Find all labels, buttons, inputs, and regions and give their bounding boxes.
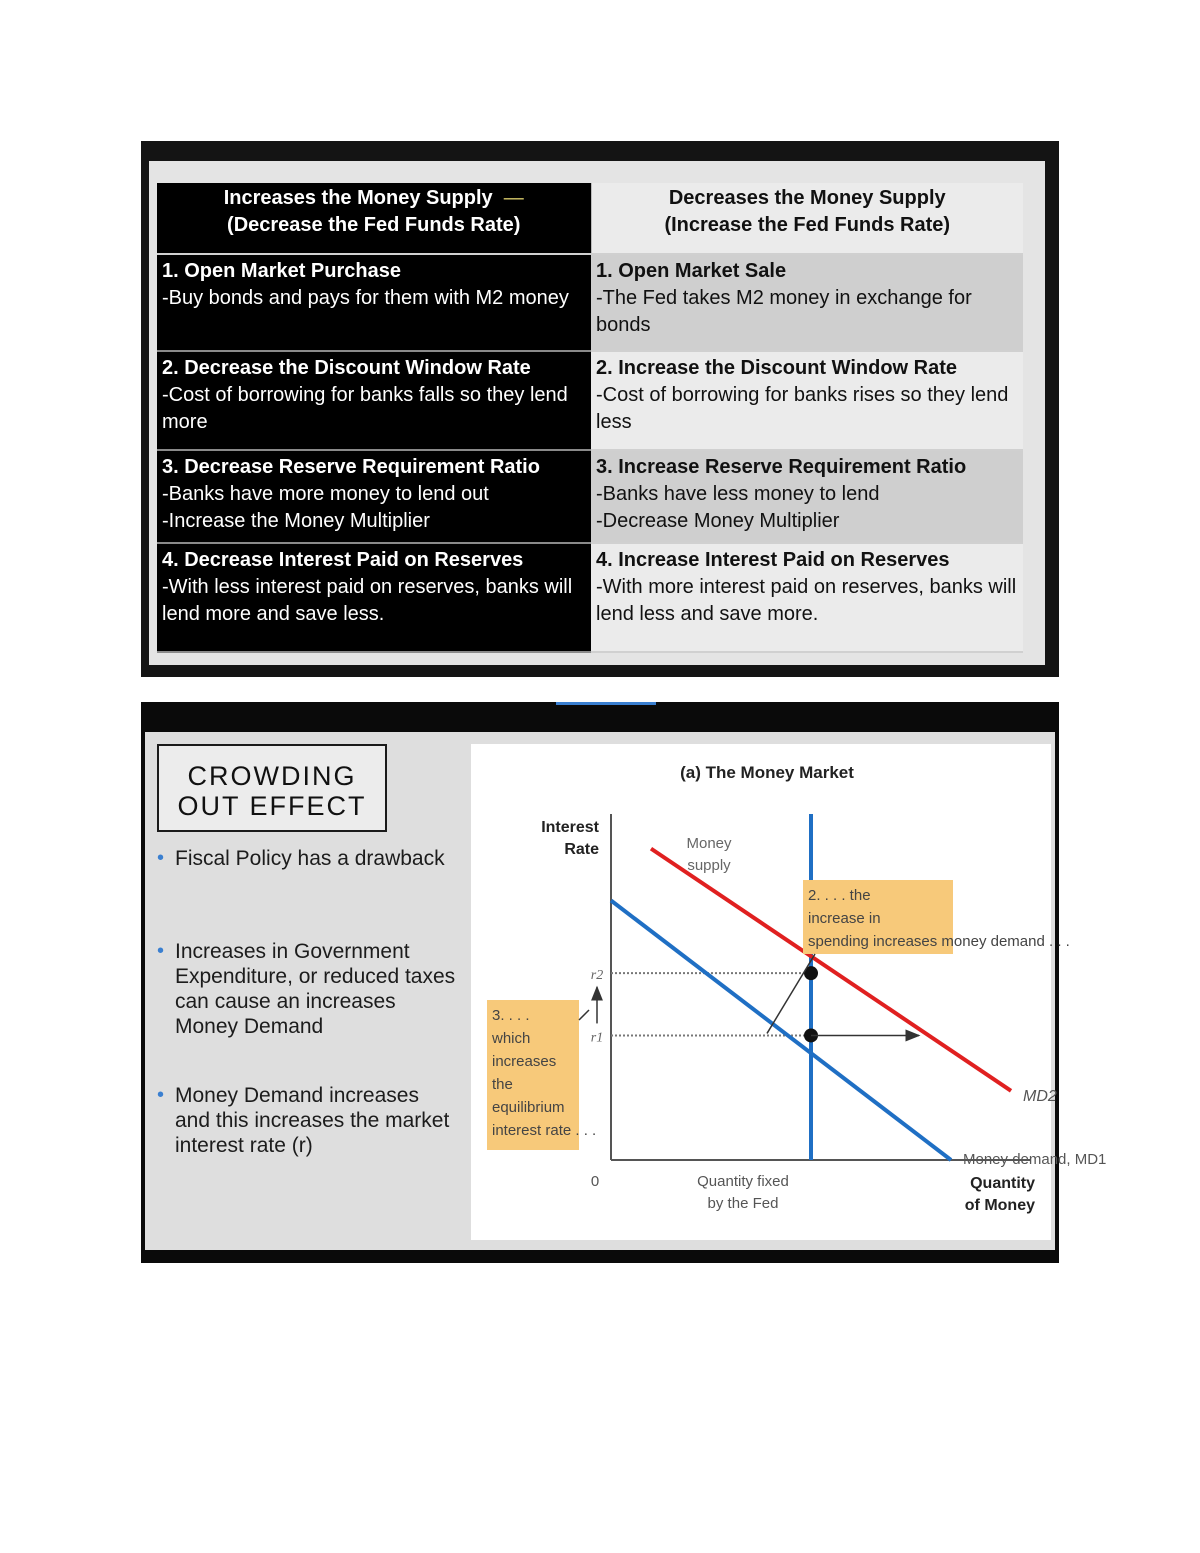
item-title: 2. Increase the Discount Window Rate <box>596 357 958 379</box>
bullet-text: Fiscal Policy has a drawback <box>175 847 445 870</box>
item-title: 1. Open Market Sale <box>596 260 787 282</box>
bullet-item <box>157 939 457 1039</box>
increase-cell <box>157 254 591 351</box>
x-tick-label-line1: Quantity fixed <box>697 1173 789 1190</box>
annotation-spending-line: 2. . . . the <box>808 887 871 904</box>
y-axis-label-line2: Rate <box>564 841 599 858</box>
header-increase-line1: Increases the Money Supply <box>223 187 493 209</box>
annotation-rate-line: 3. . . . <box>492 1007 530 1024</box>
annotation-rate-line: equilibrium <box>492 1099 565 1116</box>
money-supply-table <box>157 183 1023 653</box>
y-axis-label-line1: Interest <box>541 819 599 836</box>
item-title: 3. Increase Reserve Requirement Ratio <box>596 456 967 478</box>
table-row <box>157 351 1023 450</box>
chart-plot-layer <box>487 814 1106 1168</box>
crowding-title-line1: CROWDING <box>187 761 357 791</box>
series-label-md1: Money demand, MD1 <box>963 1151 1107 1168</box>
x-axis-label-line2: of Money <box>964 1197 1035 1214</box>
y-tick-label-r1: r1 <box>590 1030 604 1046</box>
increase-cell <box>157 351 591 450</box>
bullet-text: Increases in Government Expenditure, or reduced taxes can cause an increases Money Demand <box>175 940 456 1038</box>
origin-label: 0 <box>590 1173 600 1190</box>
item-text: -Decrease Money Multiplier <box>596 510 840 532</box>
item-title: 3. Decrease Reserve Requirement Ratio <box>162 456 540 478</box>
y-tick-label-r2: r2 <box>590 968 604 984</box>
header-decrease-line2: (Increase the Fed Funds Rate) <box>664 214 951 236</box>
annotation-spending-line: increase in <box>808 910 881 927</box>
annotation-rate-line: interest rate . . . <box>492 1122 597 1139</box>
x-tick-label-line2: by the Fed <box>707 1195 779 1212</box>
annotation-spending-line: spending increases money demand . . . <box>808 933 1070 950</box>
item-title: 1. Open Market Purchase <box>162 260 401 282</box>
item-text: -Cost of borrowing for banks rises so they lend less <box>596 384 1009 433</box>
crowding-out-title <box>157 744 387 832</box>
money-market-svg <box>471 744 1107 1240</box>
bullet-text: Money Demand increases and this increases the market interest rate (r) <box>175 1084 450 1157</box>
chart-title: (a) The Money Market <box>680 763 854 782</box>
bullet-dot-icon: • <box>157 847 165 869</box>
x-axis-label-line1: Quantity <box>970 1175 1035 1192</box>
decrease-cell <box>591 450 1023 543</box>
money-supply-label-line1: Money <box>686 835 732 852</box>
annotation-rate-leader <box>579 1010 589 1020</box>
increase-cell <box>157 450 591 543</box>
header-decrease <box>591 183 1023 254</box>
dash-mark: — <box>498 187 524 209</box>
crowding-out-slide <box>141 702 1107 1263</box>
money-supply-slide <box>141 141 1059 677</box>
item-text: -With less interest paid on reserves, banks will lend more and save less. <box>162 576 573 625</box>
money-market-chart <box>471 744 1107 1240</box>
decrease-cell <box>591 351 1023 450</box>
money-supply-slide-body <box>149 161 1045 665</box>
crowding-title-line2: OUT EFFECT <box>177 791 367 821</box>
item-text: -The Fed takes M2 money in exchange for bonds <box>596 287 972 336</box>
table-row <box>157 254 1023 351</box>
money-supply-label-line2: supply <box>687 857 731 874</box>
annotation-rate-line: the <box>492 1076 513 1093</box>
series-label-md2: MD2 <box>1023 1087 1057 1105</box>
item-text: -Banks have more money to lend out <box>162 483 489 505</box>
table-header-row <box>157 183 1023 254</box>
item-text: -Buy bonds and pays for them with M2 money <box>162 287 569 309</box>
decrease-cell <box>591 254 1023 351</box>
table-row <box>157 450 1023 543</box>
item-text: -With more interest paid on reserves, banks will lend less and save more. <box>596 576 1017 625</box>
annotation-rate-line: which <box>492 1030 531 1047</box>
header-increase-line2: (Decrease the Fed Funds Rate) <box>227 214 521 236</box>
header-increase <box>157 183 591 254</box>
table-row <box>157 543 1023 652</box>
item-title: 4. Increase Interest Paid on Reserves <box>596 549 950 571</box>
item-title: 2. Decrease the Discount Window Rate <box>162 357 531 379</box>
crowding-out-slide-body <box>145 732 1107 1250</box>
header-decrease-line1: Decreases the Money Supply <box>668 187 946 209</box>
item-text: -Banks have less money to lend <box>596 483 880 505</box>
annotation-spending-leader <box>767 954 815 1033</box>
increase-cell <box>157 543 591 652</box>
item-text: -Cost of borrowing for banks falls so they lend more <box>162 384 568 433</box>
decrease-cell <box>591 543 1023 652</box>
bullet-item <box>157 846 457 871</box>
item-title: 4. Decrease Interest Paid on Reserves <box>162 549 524 571</box>
bullet-dot-icon: • <box>157 940 165 962</box>
bullet-dot-icon: • <box>157 1084 165 1106</box>
item-text: -Increase the Money Multiplier <box>162 510 430 532</box>
bullet-item <box>157 1083 457 1158</box>
slide-accent-bar <box>556 702 656 705</box>
annotation-rate-line: increases <box>492 1053 557 1070</box>
